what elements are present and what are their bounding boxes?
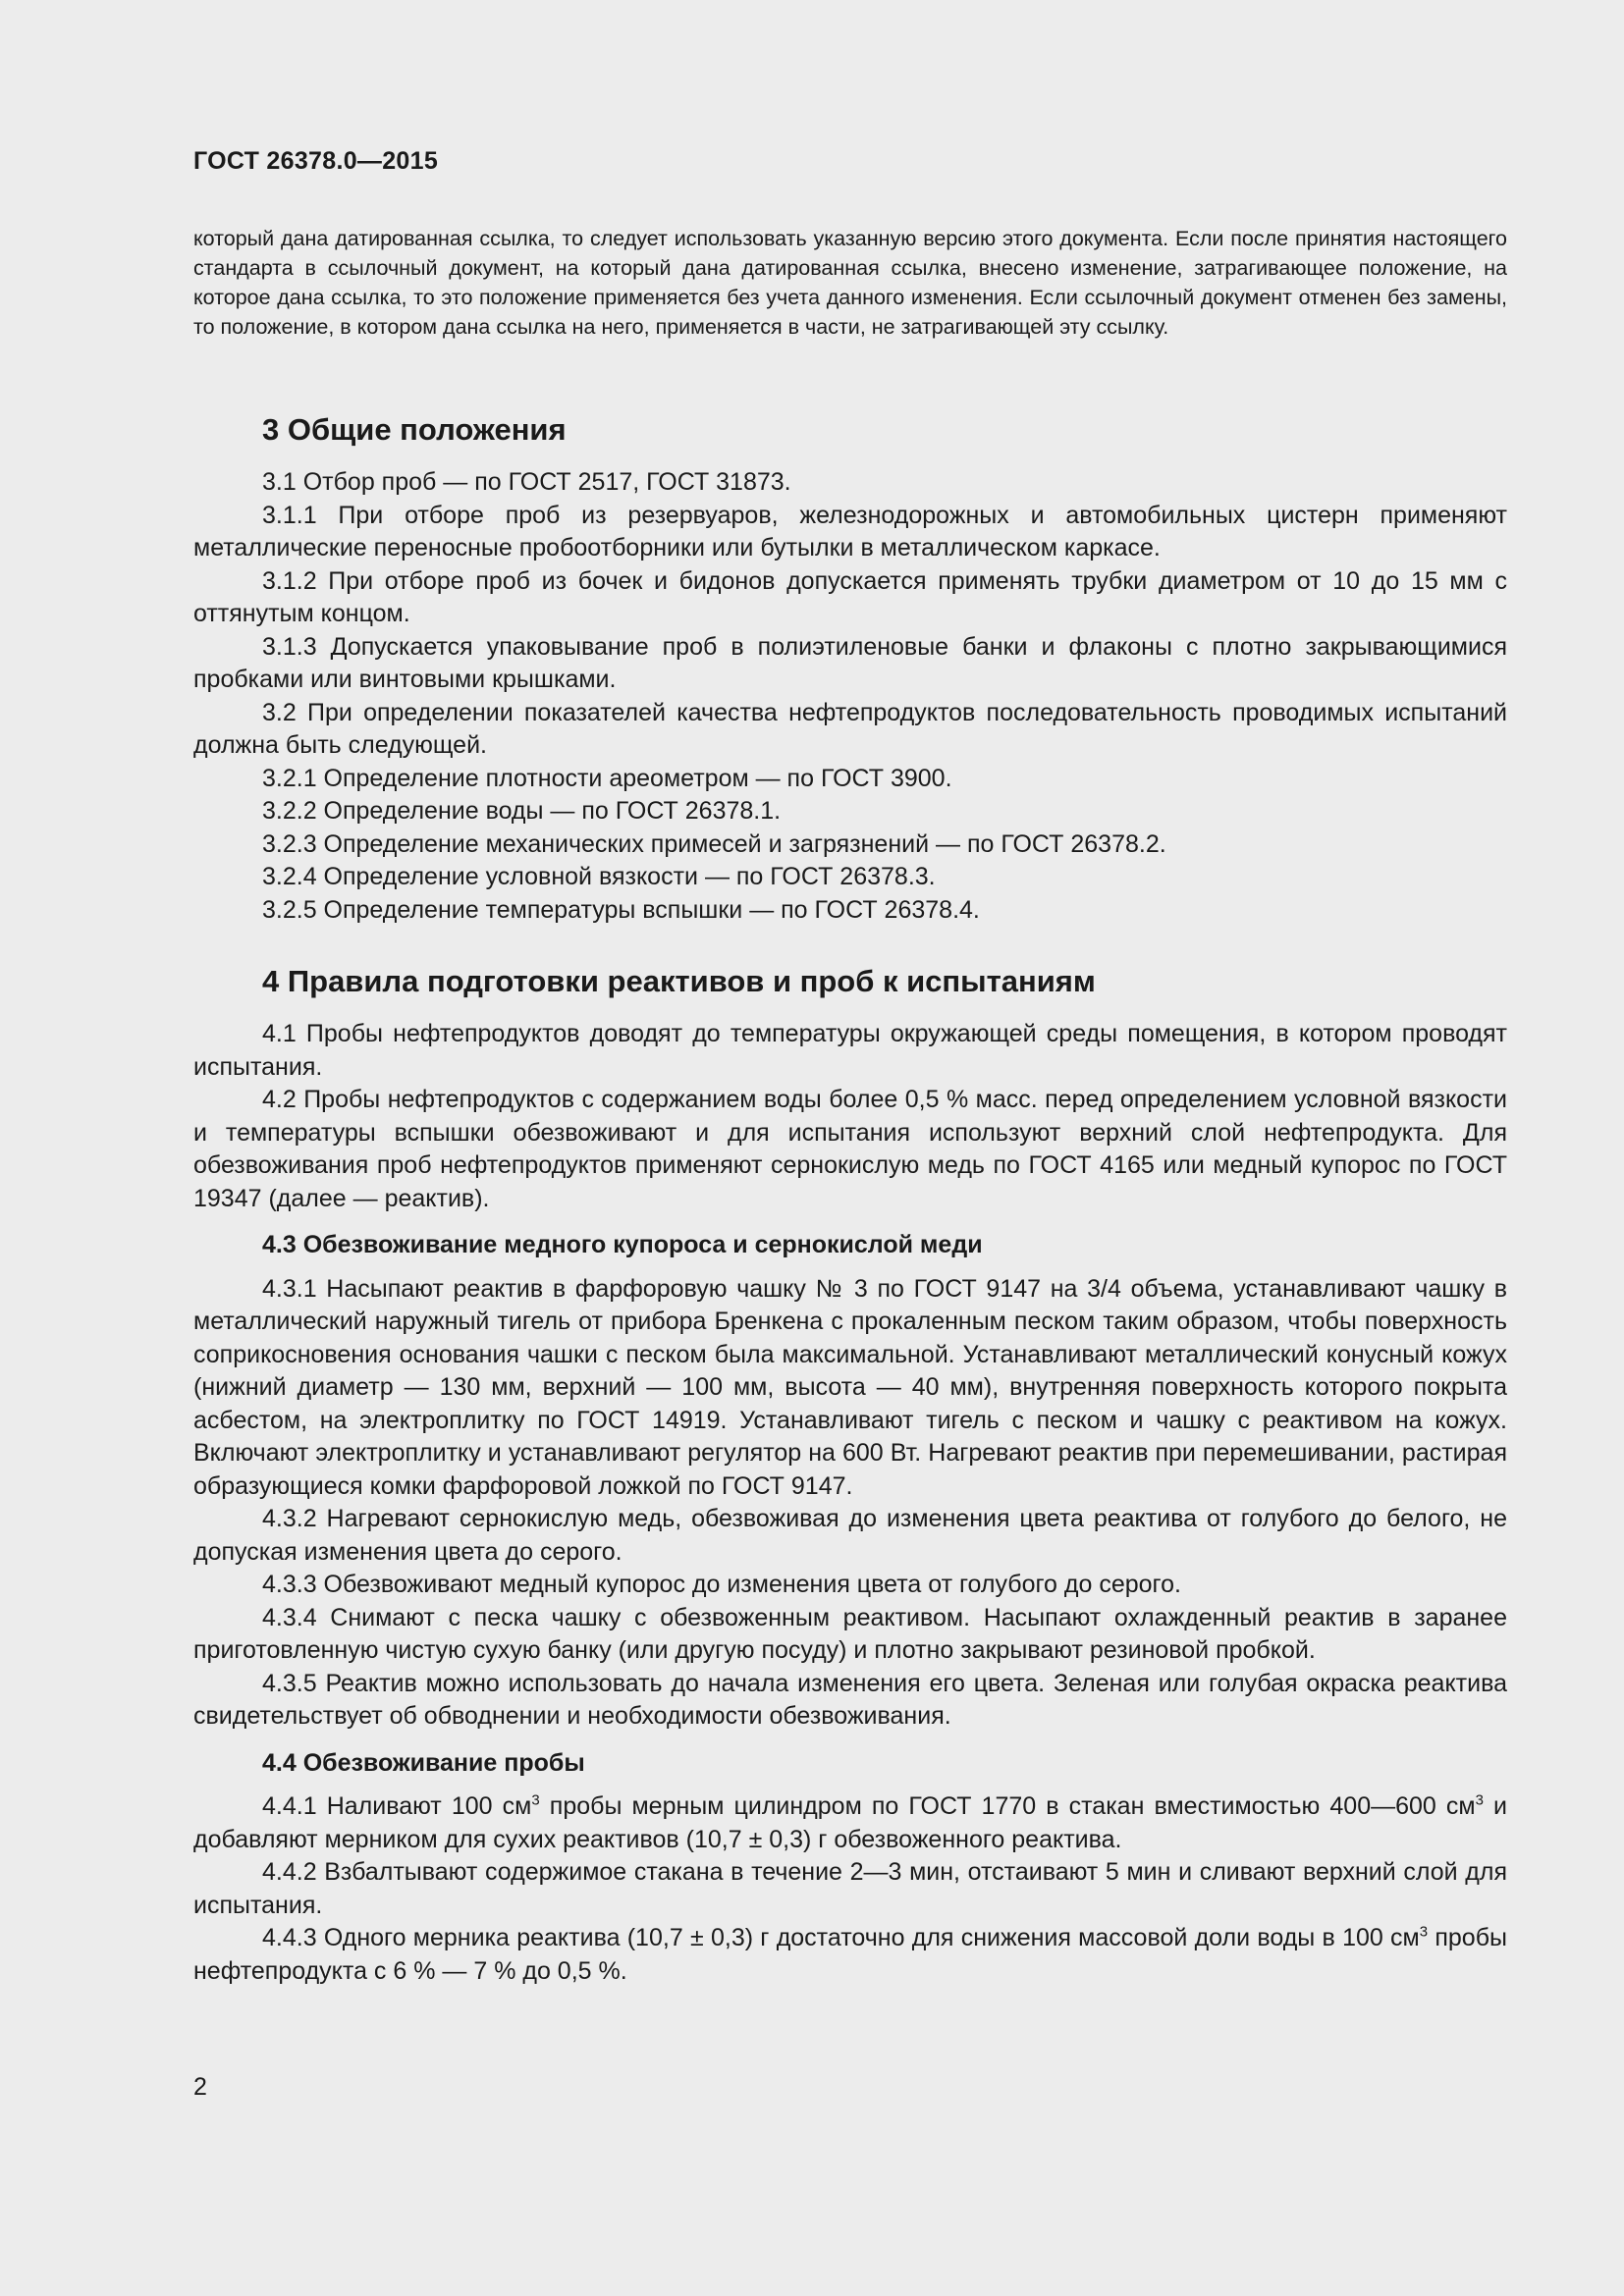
section-4-heading: 4 Правила подготовки реактивов и проб к испытаниям (262, 964, 1096, 998)
paragraph-4-4-1: 4.4.1 Наливают 100 $см^3$ пробы мерным цилиндром по ГОСТ 1770 в стакан вместимостью 400—600 $см^3$ и добавляют мерником для сухих реактивов (10,7 ± 0,3) г обезвоженного реактива. (193, 1791, 1507, 1853)
paragraph-4-3-5: 4.3.5 Реактив можно использовать до начала изменения его цвета. Зеленая или голубая окраска реактива свидетельствует об обводнении и необходимости обезвоживания. (193, 1669, 1507, 1730)
paragraph-3-2-4: 3.2.4 Определение условной вязкости — по ГОСТ 26378.3. (262, 863, 936, 890)
paragraph-4-1: 4.1 Пробы нефтепродуктов доводят до температуры окружающей среды помещения, в котором проводят испытания. (193, 1020, 1507, 1081)
paragraph-4-3-3: 4.3.3 Обезвоживают медный купорос до изменения цвета от голубого до серого. (262, 1571, 1181, 1598)
paragraph-3-1-2: 3.1.2 При отборе проб из бочек и бидонов допускается применять трубки диаметром от 10 до 15 мм с оттянутым концом. (193, 566, 1507, 627)
paragraph-4-2: 4.2 Пробы нефтепродуктов с содержанием воды более 0,5 % масс. перед определением условной вязкости и температуры вспышки обезвоживают и для испытания используют верхний слой нефтепродукта. Для обезвоживания проб нефтепродуктов применяют сернокислую медь по ГОСТ 4165 или медный купорос по ГОСТ 19347 (далее — реактив). (193, 1086, 1507, 1212)
section-4-3-heading: 4.3 Обезвоживание медного купороса и сернокислой меди (262, 1231, 983, 1258)
paragraph-3-1-1: 3.1.1 При отборе проб из резервуаров, железнодорожных и автомобильных цистерн применяют металлические переносные пробоотборники или бутылки в металлическом каркасе. (193, 501, 1507, 561)
page-number: 2 (193, 2073, 207, 2101)
section-3-heading: 3 Общие положения (262, 412, 567, 447)
document-body (193, 410, 1507, 1988)
paragraph-4-4-3: 4.4.3 Одного мерника реактива (10,7 ± 0,3) г достаточно для снижения массовой доли воды в 100 $см^3$ пробы нефтепродукта с 6 % — 7 % до 0,5 %. (193, 1923, 1507, 1985)
paragraph-3-2: 3.2 При определении показателей качества нефтепродуктов последовательность проводимых испытаний должна быть следующей. (193, 698, 1507, 759)
section-4-4-heading: 4.4 Обезвоживание пробы (262, 1748, 585, 1777)
paragraph-4-3-1: 4.3.1 Насыпают реактив в фарфоровую чашку № 3 по ГОСТ 9147 на 3/4 объема, устанавливают чашку в металлический наружный тигель от прибора Бренкена с прокаленным песком таким образом, чтобы поверхность соприкосновения основания чашки с песком была максимальной. Устанавливают металлический конусный кожух (нижний диаметр — 130 мм, верхний — 100 мм, высота — 40 мм), внутренняя поверхность которого покрыта асбестом, на электроплитку по ГОСТ 14919. Устанавливают тигель с песком и чашку с реактивом на кожух. Включают электроплитку и устанавливают регулятор на 600 Вт. Нагревают реактив при перемешивании, растирая образующиеся комки фарфоровой ложкой по ГОСТ 9147. (193, 1274, 1507, 1500)
paragraph-4-3-4: 4.3.4 Снимают с песка чашку с обезвоженным реактивом. Насыпают охлажденный реактив в заранее приготовленную чистую сухую банку (или другую посуду) и плотно закрывают резиновой пробкой. (193, 1603, 1507, 1664)
paragraph-3-1-3: 3.1.3 Допускается упаковывание проб в полиэтиленовые банки и флаконы с плотно закрывающимися пробками или винтовыми крышками. (193, 632, 1507, 693)
paragraph-4-4-2: 4.4.2 Взбалтывают содержимое стакана в течение 2—3 мин, отстаивают 5 мин и сливают верхний слой для испытания. (193, 1858, 1507, 1919)
paragraph-3-2-1: 3.2.1 Определение плотности ареометром — по ГОСТ 3900. (262, 764, 952, 792)
paragraph-4-3-2: 4.3.2 Нагревают сернокислую медь, обезвоживая до изменения цвета реактива от голубого до белого, не допуская изменения цвета до серого. (193, 1505, 1507, 1566)
document-header: ГОСТ 26378.0—2015 (193, 147, 439, 175)
paragraph-3-2-2: 3.2.2 Определение воды — по ГОСТ 26378.1. (262, 797, 782, 825)
paragraph-3-2-5: 3.2.5 Определение температуры вспышки — по ГОСТ 26378.4. (262, 895, 980, 924)
intro-paragraph: который дана датированная ссылка, то следует использовать указанную версию этого документа. Если после принятия настоящего стандарта в ссылочный документ, на который дана датированная ссылка, внесено изменение, затрагивающее положение, на которое дана ссылка, то это положение применяется без учета данного изменения. Если ссылочный документ отменен без замены, то положение, в котором дана ссылка на него, применяется в части, не затрагивающей эту ссылку. (193, 227, 1507, 339)
paragraph-3-2-3: 3.2.3 Определение механических примесей и загрязнений — по ГОСТ 26378.2. (262, 829, 1166, 858)
paragraph-3-1: 3.1 Отбор проб — по ГОСТ 2517, ГОСТ 31873. (262, 468, 791, 496)
